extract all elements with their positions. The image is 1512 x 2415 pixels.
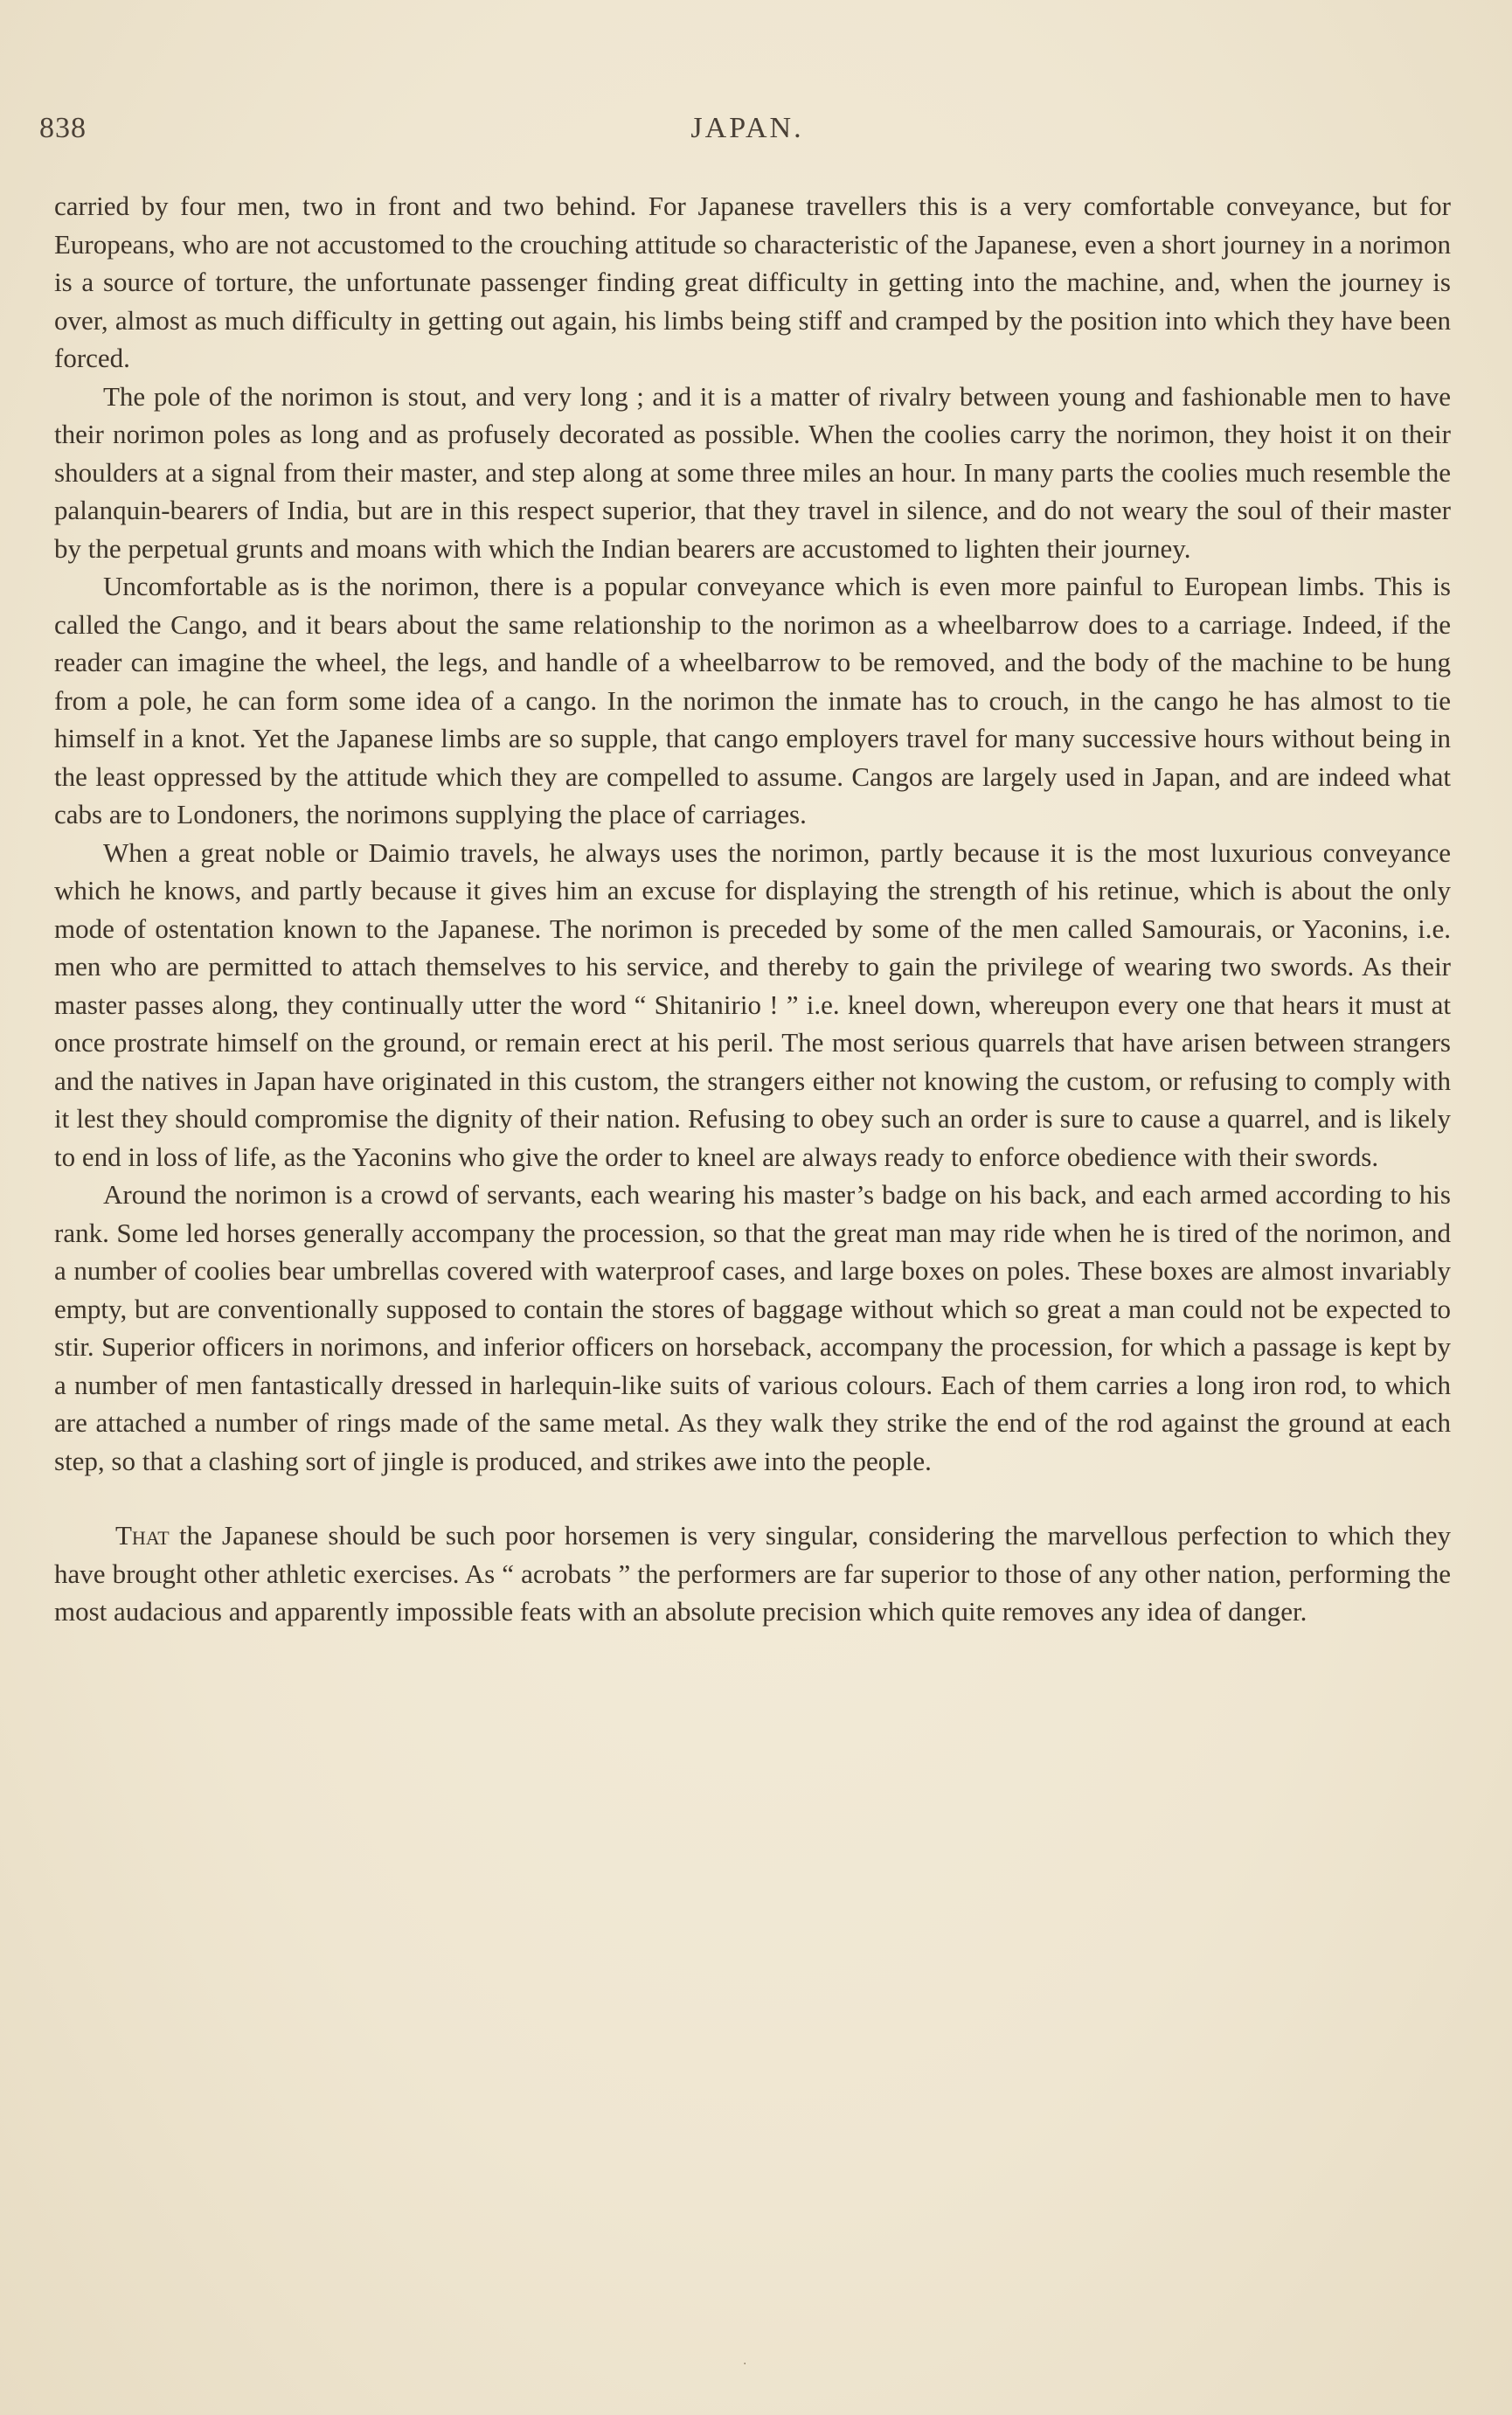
- paragraph-cango: Uncomfortable as is the norimon, there is a popular conveyance which is even more painful to European limbs. This is called the Cango, and it bears about the same relationship to the norimon as a wheelbarrow does to a carriage. Indeed, if the reader can imagine the wheel, the legs, and handle of a wheelbarrow to be removed, and the body of the machine to be hung from a pole, he can form some idea of a cango. In the norimon the inmate has to crouch, in the cango he has almost to tie himself in a knot. Yet the Japanese limbs are so supple, that cango employers travel for many successive hours without being in the least oppressed by the attitude which they are compelled to assume. Cangos are largely used in Japan, and are indeed what cabs are to Londoners, the norimons supplying the place of carriages.: [54, 571, 1451, 829]
- paragraph-procession: Around the norimon is a crowd of servants, each wearing his master’s badge on his back, and each armed according to his rank. Some led horses generally accompany the procession, so that the great man may ride when he is tired of the norimon, and a number of coolies bear umbrellas covered with waterproof cases, and large boxes on poles. These boxes are almost invariably empty, but are conventionally supposed to contain the stores of baggage without which so great a man could not be expected to stir. Superior officers in norimons, and inferior officers on horseback, accompany the procession, for which a passage is kept by a number of men fantastically dressed in harlequin-like suits of various colours. Each of them carries a long iron rod, to which are attached a number of rings made of the same metal. As they walk they strike the end of the rod against the ground at each step, so that a clashing sort of jingle is produced, and strikes awe into the people.: [54, 1179, 1451, 1476]
- section-lead-text: the Japanese should be such poor horsemen is very singular, considering the marvellous perfection to which they have brought other athletic exercises. As “ acrobats ” the performers are far superior to those of any other nation, performing the most audacious and apparently impossible feats with an absolute precision which quite removes any idea of danger.: [54, 1520, 1451, 1627]
- body-text: [54, 187, 1451, 1631]
- page-header: [39, 112, 1455, 156]
- running-head: JAPAN.: [690, 112, 804, 144]
- paragraph-norimon-pole: The pole of the norimon is stout, and very long ; and it is a matter of rivalry between young and fashionable men to have their norimon poles as long and as profusely decorated as possible. When the coolies carry the norimon, they hoist it on their shoulders at a signal from their master, and step along at some three miles an hour. In many parts the coolies much resemble the palanquin-bearers of India, but are in this respect superior, that they travel in silence, and do not weary the soul of their master by the perpetual grunts and moans with which the Indian bearers are accustomed to lighten their journey.: [54, 380, 1451, 564]
- footer-mark: ·: [743, 2357, 747, 2371]
- section-lead-word: That: [115, 1520, 170, 1551]
- page-number: 838: [39, 112, 87, 144]
- paragraph-continued: carried by four men, two in front and two behind. For Japanese travellers this is a very comfortable conveyance, but for Europeans, who are not accustomed to the crouching attitude so characteristic of the Japanese, even a short journey in a norimon is a source of torture, the unfortunate passenger finding great difficulty in getting into the machine, and, when the journey is over, almost as much difficulty in getting out again, his limbs being stiff and cramped by the position into which they have been forced.: [54, 191, 1451, 373]
- paragraph-horsemen: [54, 1516, 1451, 1631]
- paragraph-daimio: When a great noble or Daimio travels, he always uses the norimon, partly because it is the most luxurious conveyance which he knows, and partly because it gives him an excuse for displaying the strength of his retinue, which is about the only mode of ostentation known to the Japanese. The norimon is preceded by some of the men called Samourais, or Yaconins, i.e. men who are permitted to attach themselves to his service, and thereby to gain the privilege of wearing two swords. As their master passes along, they continually utter the word “ Shitanirio ! ” i.e. kneel down, whereupon every one that hears it must at once prostrate himself on the ground, or remain erect at his peril. The most serious quarrels that have arisen between strangers and the natives in Japan have originated in this custom, the strangers either not knowing the custom, or refusing to comply with it lest they should compromise the dignity of their nation. Refusing to obey such an order is sure to cause a quarrel, and is likely to end in loss of life, as the Yaconins who give the order to kneel are always ready to enforce obedience with their swords.: [54, 836, 1451, 1172]
